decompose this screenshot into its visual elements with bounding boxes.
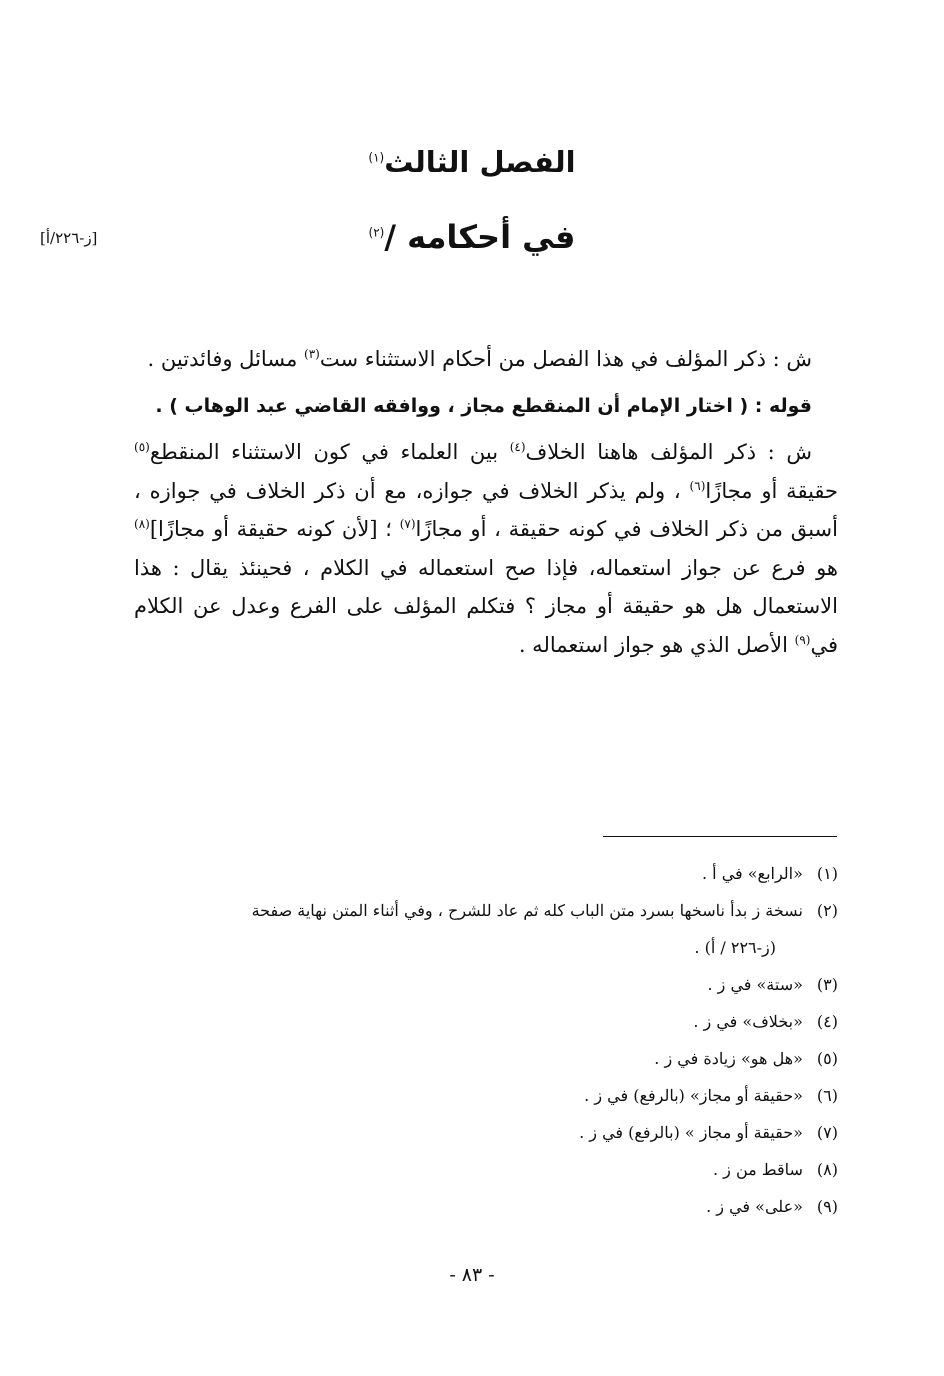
footnote-marker-2: (٢) bbox=[368, 225, 385, 240]
footnote-marker-9: (٩) bbox=[794, 632, 811, 647]
footnote-number: (٩) bbox=[816, 1197, 838, 1216]
footnote-marker-8: (٨) bbox=[134, 517, 150, 531]
footnote-number: (٢) bbox=[816, 901, 838, 920]
footnote-text: نسخة ز بدأ ناسخها بسرد متن الباب كله ثم عاد للشرح ، وفي أثناء المتن نهاية صفحة bbox=[251, 901, 803, 920]
footnote-text: «هل هو» زيادة في ز . bbox=[654, 1049, 803, 1068]
paragraph-1 bbox=[134, 340, 838, 379]
paragraph-2-part-g: الأصل الذي هو جواز استعماله . bbox=[518, 632, 795, 657]
paragraph-2-part-b: بين العلماء في كون الاستثناء المنقطع bbox=[149, 440, 510, 464]
paragraph-2-part-c: حقيقة أو مجازًا bbox=[705, 478, 839, 503]
footnote-marker-4: (٤) bbox=[509, 440, 526, 454]
main-text bbox=[134, 340, 838, 672]
footnote-number: (٥) bbox=[816, 1049, 838, 1068]
paragraph-2 bbox=[134, 433, 838, 664]
quoted-text: قوله : ( اختار الإمام أن المنقطع مجاز ، ووافقه القاضي عبد الوهاب ) . bbox=[155, 394, 812, 417]
footnote-separator bbox=[603, 836, 837, 837]
footnote-text: ساقط من ز . bbox=[712, 1160, 803, 1179]
footnote-text: «حقيقة أو مجاز» (بالرفع) في ز . bbox=[584, 1086, 803, 1105]
paragraph-1-part-b: مسائل وفائدتين . bbox=[147, 347, 304, 371]
footnote-item bbox=[134, 966, 838, 1003]
chapter-subtitle bbox=[0, 215, 944, 259]
paragraph-2-part-e: ؛ [لأن كونه حقيقة أو مجازًا] bbox=[149, 517, 400, 541]
footnote-continuation: (ز-٢٢٦ / أ) . bbox=[694, 938, 776, 957]
chapter-title-text: الفصل الثالث bbox=[384, 145, 576, 179]
footnote-item bbox=[134, 1077, 838, 1114]
footnote-number: (٤) bbox=[816, 1012, 838, 1031]
footnote-item bbox=[134, 1151, 838, 1188]
chapter-title bbox=[0, 142, 944, 182]
paragraph-1-part-a: ش : ذكر المؤلف في هذا الفصل من أحكام الاستثناء ست bbox=[319, 347, 812, 371]
paragraph-2-part-a: ش : ذكر المؤلف هاهنا الخلاف bbox=[525, 440, 812, 464]
footnote-item bbox=[134, 892, 838, 929]
footnote-text: «على» في ز . bbox=[706, 1197, 803, 1216]
chapter-subtitle-text: في أحكامه / bbox=[384, 218, 576, 256]
footnote-number: (٣) bbox=[816, 975, 838, 994]
footnote-item bbox=[134, 1040, 838, 1077]
footnote-text: «الرابع» في أ . bbox=[701, 864, 803, 883]
footnote-marker-3: (٣) bbox=[304, 347, 320, 361]
footnote-number: (٨) bbox=[816, 1160, 838, 1179]
footnote-item bbox=[134, 1114, 838, 1151]
manuscript-margin-reference: [ز-٢٢٦/أ] bbox=[40, 229, 98, 247]
paragraph-2-part-f: هو فرع عن جواز استعماله، فإذا صح استعماله في الكلام ، فحينئذ يقال : هذا الاستعمال هل هو حقيقة أو مجاز ؟ فتكلم المؤلف على الفرع وعدل عن الكلام في bbox=[134, 555, 838, 657]
footnote-marker-5: (٥) bbox=[134, 440, 150, 454]
footnote-marker-7: (٧) bbox=[399, 517, 416, 531]
footnote-item bbox=[134, 1188, 838, 1225]
footnote-number: (٦) bbox=[816, 1086, 838, 1105]
footnotes-list bbox=[134, 855, 838, 1225]
footnote-marker-6: (٦) bbox=[689, 478, 706, 493]
footnote-text: «حقيقة أو مجاز » (بالرفع) في ز . bbox=[579, 1123, 803, 1142]
footnote-text: «ستة» في ز . bbox=[707, 975, 803, 994]
footnote-text: «بخلاف» في ز . bbox=[693, 1012, 803, 1031]
footnote-item bbox=[134, 855, 838, 892]
footnote-number: (١) bbox=[816, 864, 838, 883]
paragraph-2-part-d: ، ولم يذكر الخلاف في جوازه، مع أن ذكر الخلاف في جوازه ، أسبق من ذكر الخلاف في كونه حقيقة ، أو مجازًا bbox=[134, 478, 838, 541]
footnote-number: (٧) bbox=[816, 1123, 838, 1142]
page-number: - ٨٣ - bbox=[449, 1264, 495, 1286]
footnote-marker-1: (١) bbox=[368, 150, 385, 165]
footnote-item bbox=[134, 1003, 838, 1040]
